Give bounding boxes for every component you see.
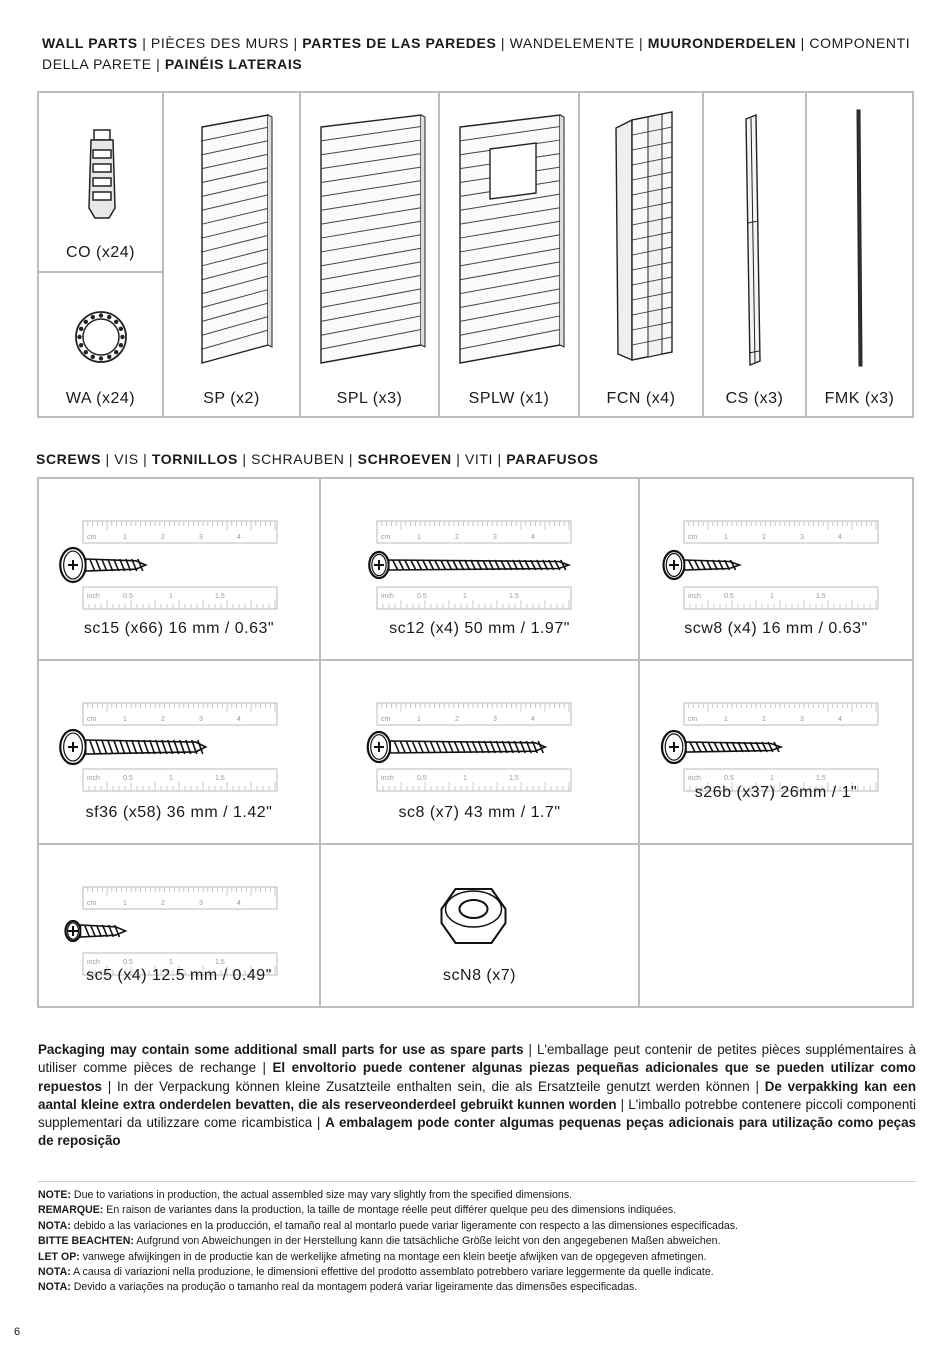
ruler-unit-cm: cm bbox=[381, 716, 391, 723]
screw-illustration bbox=[321, 845, 638, 960]
ruler-unit-cm: cm bbox=[87, 534, 97, 541]
ruler-tick-label: 3 bbox=[800, 534, 804, 541]
part-cell-sp bbox=[162, 91, 301, 418]
note-line bbox=[38, 1219, 916, 1234]
note-text: Aufgrund von Abweichungen in der Herstellung kann die tatsächliche Größe leicht von den angegebenen Maßen abweichen. bbox=[133, 1235, 721, 1248]
ruler-tick-label: 1 bbox=[123, 534, 127, 541]
bold-text: SCHROEVEN bbox=[357, 451, 452, 467]
ruler-tick-label: 2 bbox=[161, 534, 165, 541]
note-label: NOTA: bbox=[38, 1281, 71, 1294]
ruler-tick-label: 1 bbox=[417, 534, 421, 541]
ruler-tick-label: 1.5 bbox=[816, 593, 826, 600]
text-segment: | bbox=[289, 35, 303, 51]
ruler-unit-inch: inch bbox=[87, 775, 100, 782]
bold-text: TORNILLOS bbox=[151, 451, 238, 467]
note-label: REMARQUE: bbox=[38, 1204, 104, 1217]
screw-label: scw8 (x4) 16 mm / 0.63" bbox=[684, 620, 868, 637]
connector-strip-icon bbox=[738, 113, 768, 368]
text-segment: VIS bbox=[114, 451, 139, 467]
screw-icon bbox=[662, 731, 781, 763]
ruler-unit-inch: inch bbox=[381, 593, 394, 600]
bold-text: SCREWS bbox=[36, 451, 102, 467]
text-segment: | bbox=[138, 451, 152, 467]
ruler-tick-label: 3 bbox=[493, 534, 497, 541]
ruler-tick-label: 3 bbox=[493, 716, 497, 723]
text-segment: | bbox=[493, 451, 507, 467]
part-cell-spl bbox=[299, 91, 440, 418]
ruler-unit-inch: inch bbox=[381, 775, 394, 782]
ruler-tick-label: 4 bbox=[237, 716, 241, 723]
plank-panel-icon bbox=[196, 113, 276, 368]
screw-icon bbox=[664, 551, 740, 579]
screw-cell bbox=[37, 477, 321, 661]
ruler-unit-inch: inch bbox=[87, 593, 100, 600]
ruler-tick-label: 4 bbox=[531, 534, 535, 541]
screw-icon bbox=[60, 730, 206, 764]
page-number: 6 bbox=[14, 1326, 21, 1338]
hex-nut-icon bbox=[442, 889, 506, 943]
bold-text: De verpakking kan een aantal kleine extra onderdelen bevatten, die als reserveonderdeel gebruikt kunnen worden bbox=[38, 1078, 916, 1112]
wall-parts-header bbox=[42, 33, 922, 75]
ruler-tick-label: 2 bbox=[161, 900, 165, 907]
screw-cell bbox=[37, 843, 321, 1008]
screw-label: sf36 (x58) 36 mm / 1.42" bbox=[85, 804, 273, 821]
bold-text: Packaging may contain some additional small parts for use as spare parts bbox=[38, 1042, 524, 1057]
note-line bbox=[38, 1234, 916, 1249]
screw-illustration bbox=[39, 661, 319, 797]
ruler-tick-label: 4 bbox=[237, 900, 241, 907]
screw-cell bbox=[638, 477, 914, 661]
ruler-tick-label: 1.5 bbox=[215, 593, 225, 600]
text-segment: | bbox=[634, 35, 648, 51]
washer-icon bbox=[72, 308, 130, 366]
corner-post-icon bbox=[610, 108, 680, 370]
note-label: NOTE: bbox=[38, 1189, 71, 1201]
ruler-tick-label: 1 bbox=[123, 716, 127, 723]
text-segment: | L'imballo potrebbe contenere piccoli componenti supplementari da utilizzare come ricambistica | bbox=[38, 1096, 917, 1131]
text-segment: WANDELEMENTE bbox=[509, 35, 635, 51]
ruler-tick-label: 1 bbox=[123, 900, 127, 907]
note-text: Devido a variações na produção o tamanho real da montagem poderá variar ligeiramente das dimensões especificadas. bbox=[70, 1281, 638, 1294]
text-segment: | In der Verpackung können kleine Zusatzteile enthalten sein, die als Ersatzteile genutzt werden können | bbox=[102, 1078, 765, 1094]
screw-icon bbox=[60, 548, 146, 582]
ruler-tick-label: 1 bbox=[724, 716, 728, 723]
note-label: NOTA: bbox=[38, 1219, 71, 1232]
part-label: SPL (x3) bbox=[336, 390, 403, 407]
ruler-tick-label: 1 bbox=[169, 593, 173, 600]
note-label: BITTE BEACHTEN: bbox=[38, 1235, 134, 1248]
note-line bbox=[38, 1280, 916, 1295]
part-cell-fcn bbox=[578, 91, 704, 418]
note-text: debido a las variaciones en la producción, el tamaño real al montarlo puede variar ligeramente con respecto a las dimensiones especificadas. bbox=[70, 1219, 738, 1232]
screw-label: scN8 (x7) bbox=[443, 967, 516, 984]
ruler-unit-inch: inch bbox=[688, 593, 701, 600]
part-cell-cs bbox=[702, 91, 807, 418]
screw-illustration bbox=[39, 479, 319, 613]
ruler-unit-cm: cm bbox=[688, 716, 698, 723]
wall-header-line2 bbox=[42, 54, 922, 75]
divider bbox=[38, 1181, 916, 1182]
screw-label: sc5 (x4) 12.5 mm / 0.49" bbox=[86, 967, 272, 984]
part-label: CO (x24) bbox=[66, 244, 135, 261]
bold-text: MUURONDERDELEN bbox=[647, 35, 797, 51]
ruler-tick-label: 1.5 bbox=[816, 775, 826, 782]
text-segment: PIÈCES DES MURS bbox=[150, 35, 290, 51]
bold-text: WALL PARTS bbox=[42, 35, 138, 51]
bold-text: El envoltorio puede contener algunas piezas pequeñas adicionales que se pueden utilizar como repuestos bbox=[38, 1060, 916, 1094]
part-label: SPLW (x1) bbox=[468, 390, 550, 407]
bold-text: PAINÉIS LATERAIS bbox=[164, 56, 303, 72]
screw-label: sc8 (x7) 43 mm / 1.7" bbox=[398, 804, 561, 821]
screw-illustration bbox=[640, 661, 912, 797]
screw-illustration bbox=[640, 479, 912, 613]
screw-illustration bbox=[321, 479, 638, 613]
note-line bbox=[38, 1188, 916, 1203]
production-notes bbox=[38, 1188, 916, 1296]
ruler-tick-label: 0.5 bbox=[123, 959, 133, 966]
text-segment: | L'emballage peut contenir de petites pièces supplémentaires à utiliser comme pièces de rechange | bbox=[38, 1042, 916, 1076]
ruler-tick-label: 0.5 bbox=[724, 775, 734, 782]
note-line bbox=[38, 1265, 916, 1280]
empty-cell bbox=[638, 843, 914, 1008]
part-label: WA (x24) bbox=[65, 390, 136, 407]
ruler-tick-label: 1 bbox=[724, 534, 728, 541]
ruler-tick-label: 3 bbox=[199, 900, 203, 907]
screw-icon bbox=[368, 732, 546, 762]
ruler-tick-label: 0.5 bbox=[417, 775, 427, 782]
screws-header bbox=[36, 449, 916, 470]
ruler-tick-label: 0.5 bbox=[724, 593, 734, 600]
ruler-unit-cm: cm bbox=[87, 716, 97, 723]
ruler-tick-label: 3 bbox=[199, 534, 203, 541]
ruler-tick-label: 3 bbox=[800, 716, 804, 723]
text-segment: | bbox=[451, 451, 465, 467]
ruler-tick-label: 1 bbox=[169, 959, 173, 966]
ruler-unit-inch: inch bbox=[688, 775, 701, 782]
text-segment: COMPONENTI bbox=[809, 35, 911, 51]
part-cell-splw bbox=[438, 91, 580, 418]
ruler-tick-label: 0.5 bbox=[417, 593, 427, 600]
text-segment: | bbox=[101, 451, 115, 467]
ruler-tick-label: 4 bbox=[237, 534, 241, 541]
screw-cell bbox=[319, 843, 640, 1008]
ruler-tick-label: 1 bbox=[770, 775, 774, 782]
ruler-tick-label: 2 bbox=[762, 716, 766, 723]
ruler-tick-label: 1 bbox=[463, 775, 467, 782]
part-cell-co bbox=[37, 91, 164, 273]
packaging-note bbox=[38, 1041, 916, 1151]
note-text: vanwege afwijkingen in de productie kan de werkelijke afmeting na montage een klein beetje afwijken van de opgegeven afmetingen. bbox=[79, 1250, 707, 1263]
screw-icon bbox=[66, 921, 126, 941]
ruler-tick-label: 2 bbox=[161, 716, 165, 723]
ruler-tick-label: 2 bbox=[455, 716, 459, 723]
note-label: LET OP: bbox=[38, 1250, 80, 1263]
part-cell-wa bbox=[37, 271, 164, 418]
screw-illustration bbox=[321, 661, 638, 797]
text-segment: | bbox=[796, 35, 810, 51]
ruler-tick-label: 1 bbox=[463, 593, 467, 600]
ruler-unit-inch: inch bbox=[87, 959, 100, 966]
screw-illustration bbox=[39, 845, 319, 966]
profile-rod-icon bbox=[847, 108, 871, 370]
plank-panel-icon bbox=[315, 113, 430, 368]
note-line bbox=[38, 1250, 916, 1265]
part-label: SP (x2) bbox=[203, 390, 260, 407]
ruler-tick-label: 4 bbox=[838, 716, 842, 723]
screw-label: s26b (x37) 26mm / 1" bbox=[694, 784, 858, 801]
note-text: Due to variations in production, the actual assembled size may vary slightly from the specified dimensions. bbox=[70, 1189, 573, 1201]
window-panel-icon bbox=[454, 113, 569, 368]
ruler-tick-label: 1 bbox=[417, 716, 421, 723]
part-label: FMK (x3) bbox=[824, 390, 895, 407]
screw-icon bbox=[369, 552, 569, 578]
ruler-tick-label: 1.5 bbox=[509, 775, 519, 782]
note-line bbox=[38, 1203, 916, 1218]
ruler-tick-label: 2 bbox=[455, 534, 459, 541]
ruler-unit-cm: cm bbox=[381, 534, 391, 541]
bold-text: A embalagem pode conter algumas pequenas peças adicionais para utilização como peças de reposição bbox=[38, 1115, 916, 1149]
text-segment: | bbox=[496, 35, 510, 51]
note-text: A causa di variazioni nella produzione, le dimensioni effettive del prodotto assemblato potrebbero variare leggermente da quelle indicate. bbox=[70, 1266, 714, 1279]
text-segment: VITI bbox=[464, 451, 494, 467]
screw-label: sc15 (x66) 16 mm / 0.63" bbox=[83, 620, 275, 637]
ruler-tick-label: 1.5 bbox=[509, 593, 519, 600]
text-segment: | bbox=[151, 56, 165, 72]
part-label: CS (x3) bbox=[725, 390, 784, 407]
ruler-unit-cm: cm bbox=[87, 900, 97, 907]
anchor-plug-icon bbox=[77, 128, 127, 223]
text-segment: | bbox=[137, 35, 151, 51]
ruler-unit-cm: cm bbox=[688, 534, 698, 541]
wall-header-line1 bbox=[42, 33, 922, 54]
ruler-tick-label: 1 bbox=[770, 593, 774, 600]
ruler-tick-label: 0.5 bbox=[123, 775, 133, 782]
ruler-tick-label: 0.5 bbox=[123, 593, 133, 600]
part-label: FCN (x4) bbox=[606, 390, 676, 407]
ruler-tick-label: 4 bbox=[531, 716, 535, 723]
text-segment: | bbox=[237, 451, 252, 467]
ruler-tick-label: 4 bbox=[838, 534, 842, 541]
bold-text: PARAFUSOS bbox=[506, 451, 599, 467]
text-segment: | bbox=[344, 451, 358, 467]
ruler-tick-label: 2 bbox=[762, 534, 766, 541]
text-segment: DELLA PARETE bbox=[42, 56, 152, 72]
bold-text: PARTES DE LAS PAREDES bbox=[302, 35, 497, 51]
note-label: NOTA: bbox=[38, 1266, 71, 1279]
screw-cell bbox=[37, 659, 321, 845]
ruler-tick-label: 1.5 bbox=[215, 775, 225, 782]
screw-label: sc12 (x4) 50 mm / 1.97" bbox=[389, 620, 570, 637]
screw-cell bbox=[319, 659, 640, 845]
ruler-tick-label: 1.5 bbox=[215, 959, 225, 966]
text-segment: SCHRAUBEN bbox=[251, 451, 345, 467]
screw-cell bbox=[319, 477, 640, 661]
screw-cell bbox=[638, 659, 914, 845]
note-text: En raison de variantes dans la production, la taille de montage réelle peut différer quelque peu des dimensions indiquées. bbox=[103, 1204, 677, 1217]
ruler-tick-label: 1 bbox=[169, 775, 173, 782]
ruler-tick-label: 3 bbox=[199, 716, 203, 723]
part-cell-fmk bbox=[805, 91, 914, 418]
